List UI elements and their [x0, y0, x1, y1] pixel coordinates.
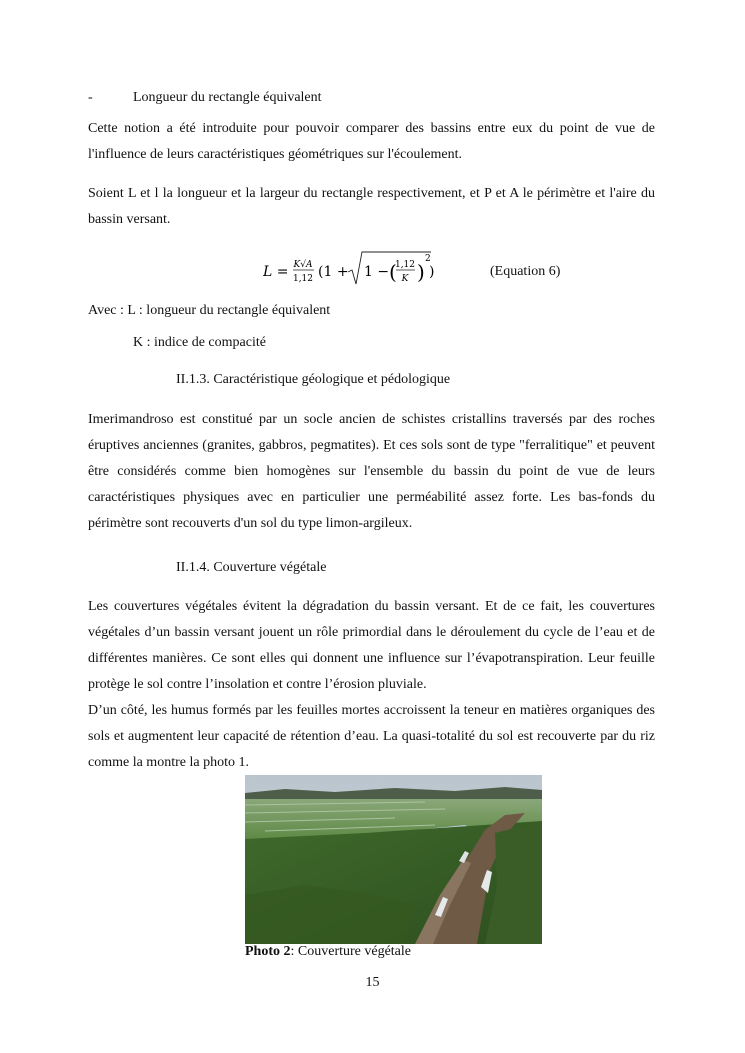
landscape-photo: [245, 775, 542, 944]
page-number: 15: [365, 975, 380, 990]
eq-frac-num: K√A: [293, 260, 313, 270]
rice-field-road-image: [245, 775, 542, 944]
paragraph-text: Cette notion a été introduite pour pouvoir comparer des bassins entre eux du point de vue de l'influence de leurs caractéristiques géométriques sur l'écoulement.: [88, 121, 655, 162]
bullet-title: Longueur du rectangle équivalent: [133, 90, 322, 105]
photo-caption: [245, 943, 411, 961]
paragraph-text: Soient L et l la longueur et la largeur du rectangle respectivement, et P et A le périmètre et l'aire du bassin versant.: [88, 186, 655, 227]
paragraph-definitions: [88, 181, 655, 233]
eq-frac-den: 1,12: [292, 274, 314, 284]
eq-one-minus: 1 −: [364, 264, 390, 280]
equation-label: (Equation 6): [490, 264, 561, 279]
avec-line-2: K : indice de compacité: [133, 335, 266, 350]
section-heading-vegetation: II.1.4. Couverture végétale: [176, 560, 327, 575]
eq-paren-right: ): [417, 260, 425, 284]
eq-lhs: L =: [263, 264, 289, 280]
photo-caption-text: : Couverture végétale: [290, 944, 412, 959]
paragraph-text-continued: D’un côté, les humus formés par les feuilles mortes accroissent la teneur en matières organiques des sols et augmentent leur capacité de rétention d’eau. La quasi-totalité du sol est recouverte par du riz comme la montre la photo 1.: [88, 703, 655, 770]
paragraph-text: Imerimandroso est constitué par un socle ancien de schistes cristallins traversés par des roches éruptives anciennes (granites, gabbros, pegmatites). Et ces sols sont de type "ferralitique" et peuvent être considérés comme bien homogènes sur l'ensemble du bassin du point de vue de leurs caractéristiques physiques avec en particulier une perméabilité assez forte. Les bas-fonds du périmètre sont recouverts d'un sol du type limon-argileux.: [88, 412, 655, 531]
equation-formula: [263, 248, 463, 290]
eq-exponent: 2: [425, 254, 431, 264]
eq-open: (1 +: [318, 264, 349, 280]
eq-paren-left: (: [389, 260, 397, 284]
paragraph-geology: [88, 407, 655, 537]
bullet-dash: -: [88, 90, 93, 105]
paragraph-text: Les couvertures végétales évitent la dégradation du bassin versant. Et de ce fait, les couvertures végétales d’un bassin versant jouent un rôle primordial dans le déroulement du cycle de l’eau et de différentes manières. Ce sont elles qui donnent une influence sur l’évapotranspiration. Leur feuille protège le sol contre l’insolation et contre l’érosion pluviale.: [88, 599, 655, 692]
equation-6: [263, 248, 463, 294]
eq-inner-num: 1,12: [394, 260, 416, 270]
eq-inner-den: K: [401, 274, 409, 284]
paragraph-rectangle-notion: [88, 116, 655, 168]
avec-line-1: Avec : L : longueur du rectangle équivalent: [88, 303, 331, 318]
photo-caption-label: Photo 2: [245, 944, 291, 959]
section-heading-geology: II.1.3. Caractéristique géologique et pédologique: [176, 372, 451, 387]
eq-close: ): [429, 264, 435, 280]
paragraph-vegetation: [88, 594, 655, 776]
